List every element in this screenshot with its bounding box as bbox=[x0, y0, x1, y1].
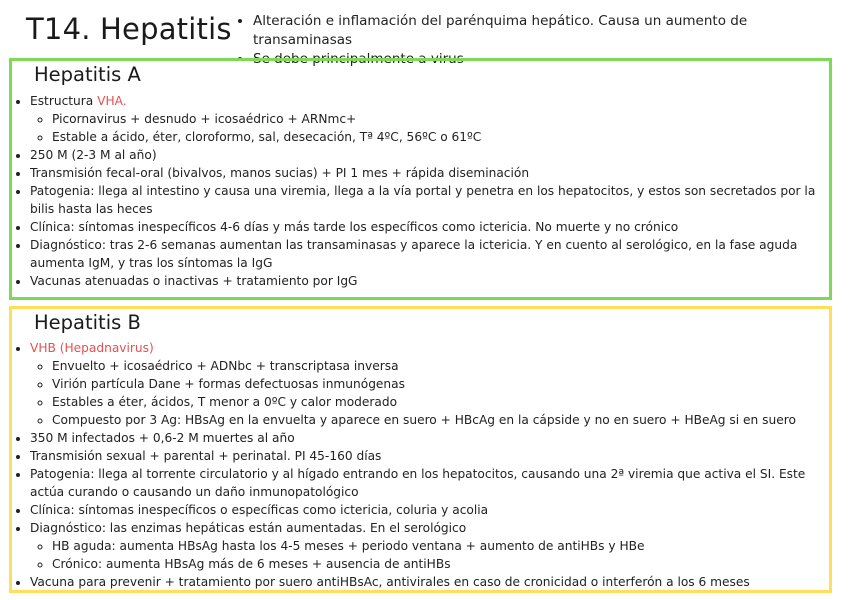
list-item: • Patogenia: llega al torrente circulatorio y al hígado entrando en los hepatocitos, causando una 2ª viremia que activa el SI. Este actúa curando o causando un daño inmunopatológico bbox=[30, 465, 830, 501]
list-item: • Transmisión sexual + parental + perinatal. PI 45-160 días bbox=[30, 447, 830, 465]
sub-list-item: ◦ Picornavirus + desnudo + icosaédrico + ARNmc+ bbox=[52, 110, 830, 128]
sub-list bbox=[30, 110, 830, 146]
list-item: • Vacuna para prevenir + tratamiento por suero antiHBsAc, antivirales en caso de cronicidad o interferón a los 6 meses bbox=[30, 573, 830, 591]
list-item: • Vacunas atenuadas o inactivas + tratamiento por IgG bbox=[30, 272, 830, 290]
list-item: • Transmisión fecal-oral (bivalvos, manos sucias) + PI 1 mes + rápida diseminación bbox=[30, 164, 830, 182]
list-item bbox=[30, 92, 830, 146]
list-item: • Clínica: síntomas inespecíficos 4-6 días y más tarde los específicos como ictericia. No muerte y no crónico bbox=[30, 218, 830, 236]
hepatitis-b-list bbox=[12, 339, 830, 591]
sub-list-item: ◦ HB aguda: aumenta HBsAg hasta los 4-5 meses + periodo ventana + aumento de antiHBs y HBe bbox=[52, 537, 830, 555]
hepatitis-a-list bbox=[12, 92, 830, 290]
hepatitis-b-section bbox=[9, 306, 832, 593]
hepatitis-a-section bbox=[9, 58, 832, 300]
sub-list-item: ◦ Compuesto por 3 Ag: HBsAg en la envuelta y aparece en suero + HBcAg en la cápside y no en suero + HBeAg si en suero bbox=[52, 411, 830, 429]
sub-list-item: ◦ Estables a éter, ácidos, T menor a 0ºC y calor moderado bbox=[52, 393, 830, 411]
list-item: • 350 M infectados + 0,6-2 M muertes al año bbox=[30, 429, 830, 447]
sub-list-item: ◦ Envuelto + icosaédrico + ADNbc + transcriptasa inversa bbox=[52, 357, 830, 375]
list-item bbox=[30, 519, 830, 573]
page-title: T14. Hepatitis bbox=[26, 12, 232, 46]
list-item: • Diagnóstico: tras 2-6 semanas aumentan las transaminasas y aparece la ictericia. Y en cuento al serológico, en la fase aguda aumenta IgM, y tras los síntomas la IgG bbox=[30, 236, 830, 272]
list-item: • Clínica: síntomas inespecíficos o específicas como ictericia, coluria y acolia bbox=[30, 501, 830, 519]
sub-list bbox=[30, 357, 830, 429]
sub-list-item: ◦ Estable a ácido, éter, cloroformo, sal, desecación, Tª 4ºC, 56ºC o 61ºC bbox=[52, 128, 830, 146]
sub-list-item: ◦ Virión partícula Dane + formas defectuosas inmunógenas bbox=[52, 375, 830, 393]
structure-label: Estructura bbox=[30, 94, 98, 108]
hepatitis-b-heading: Hepatitis B bbox=[34, 311, 141, 334]
diagnosis-text: Diagnóstico: las enzimas hepáticas están aumentadas. En el serológico bbox=[30, 521, 467, 535]
vha-highlight: VHA. bbox=[97, 94, 127, 108]
hepatitis-a-heading: Hepatitis A bbox=[34, 63, 141, 86]
intro-item: • Alteración e inflamación del parénquima hepático. Causa un aumento de transaminasas bbox=[253, 12, 848, 50]
vhb-highlight: VHB (Hepadnavirus) bbox=[30, 341, 154, 355]
list-item: • 250 M (2-3 M al año) bbox=[30, 146, 830, 164]
sub-list-item: ◦ Crónico: aumenta HBsAg más de 6 meses + ausencia de antiHBs bbox=[52, 555, 830, 573]
list-item: • Patogenia: llega al intestino y causa una viremia, llega a la vía portal y penetra en los hepatocitos, y estos son secretados por la bilis hasta las heces bbox=[30, 182, 830, 218]
list-item bbox=[30, 339, 830, 429]
sub-list bbox=[30, 537, 830, 573]
intro-item: • Se debe principalmente a virus bbox=[253, 50, 848, 69]
